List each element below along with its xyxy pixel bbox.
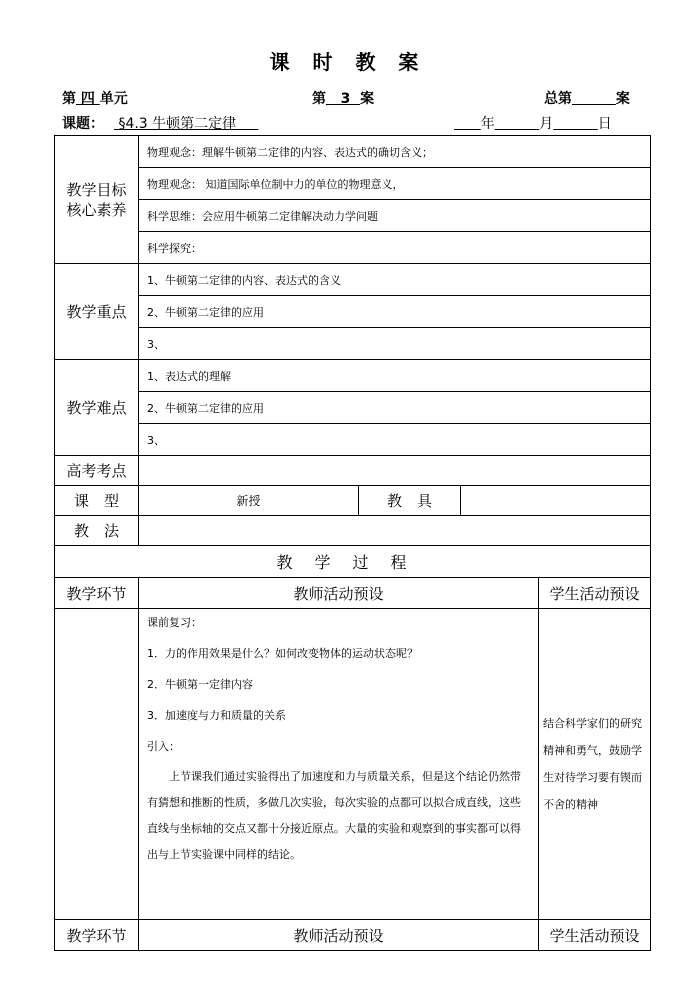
- teacher-paragraph: 上节课我们通过实验得出了加速度和力与质量关系，但是这个结论仍然带有猜想和推断的性质，多做几次实验，每次实验的点都可以拟合成直线，这些直线与坐标轴的交点又都十分接近原点。大量的实验和观察到的事实都可以得出与上节实验课中同样的结论。: [147, 770, 521, 861]
- col-student-header: 学生活动预设: [539, 920, 651, 951]
- lesson-type-value: 新授: [139, 486, 359, 516]
- difficulty-item: 3、: [139, 424, 651, 456]
- lesson-plan-table: [54, 135, 651, 951]
- unit-label: 第 四 单元: [62, 91, 128, 107]
- page-title: 课 时 教 案: [269, 50, 427, 74]
- key-point-item: 1、牛顿第二定律的内容、表达式的含义: [139, 264, 651, 296]
- difficulties-label: 教学难点: [55, 360, 139, 456]
- lesson-type-label: 课 型: [55, 486, 139, 516]
- date-field: 年 月 日: [480, 116, 612, 132]
- key-points-label: 教学重点: [55, 264, 139, 360]
- objective-item: 物理观念：理解牛顿第二定律的内容、表达式的确切含义；: [139, 136, 651, 168]
- exam-points-value: [139, 456, 651, 486]
- tools-label: 教 具: [359, 486, 461, 516]
- method-value: [139, 516, 651, 546]
- teacher-line: 引入：: [147, 740, 180, 753]
- process-title: 教学过程: [55, 546, 651, 578]
- objective-item: 科学探究：: [139, 232, 651, 264]
- tools-value: [461, 486, 651, 516]
- difficulty-item: 1、表达式的理解: [139, 360, 651, 392]
- col-stage-header: 教学环节: [55, 578, 139, 609]
- method-label: 教 法: [55, 516, 139, 546]
- teacher-activity-cell: [139, 609, 539, 920]
- key-point-item: 3、: [139, 328, 651, 360]
- teacher-line: 3．加速度与力和质量的关系: [147, 709, 286, 722]
- topic-label: 课题：: [62, 116, 104, 132]
- col-stage-header: 教学环节: [55, 920, 139, 951]
- objectives-label: 教学目标 核心素养: [55, 136, 139, 264]
- difficulty-item: 2、牛顿第二定律的应用: [139, 392, 651, 424]
- key-point-item: 2、牛顿第二定律的应用: [139, 296, 651, 328]
- teacher-line: 2．牛顿第一定律内容: [147, 678, 253, 691]
- student-activity-cell: 结合科学家们的研究精神和勇气，鼓励学生对待学习要有锲而不舍的精神: [539, 609, 651, 920]
- col-student-header: 学生活动预设: [539, 578, 651, 609]
- objective-item: 物理观念： 知道国际单位制中力的单位的物理意义，: [139, 168, 651, 200]
- col-teacher-header: 教师活动预设: [139, 578, 539, 609]
- total-case-label: 总第 案: [544, 91, 630, 107]
- exam-points-label: 高考考点: [55, 456, 139, 486]
- topic-value: §4.3 牛顿第二定律: [118, 116, 237, 132]
- case-label: 第 3 案: [312, 91, 375, 107]
- objective-item: 科学思维：会应用牛顿第二定律解决动力学问题: [139, 200, 651, 232]
- teacher-line: 课前复习：: [147, 616, 202, 629]
- stage-cell: [55, 609, 139, 920]
- col-teacher-header: 教师活动预设: [139, 920, 539, 951]
- teacher-line: 1．力的作用效果是什么？如何改变物体的运动状态呢？: [147, 647, 418, 660]
